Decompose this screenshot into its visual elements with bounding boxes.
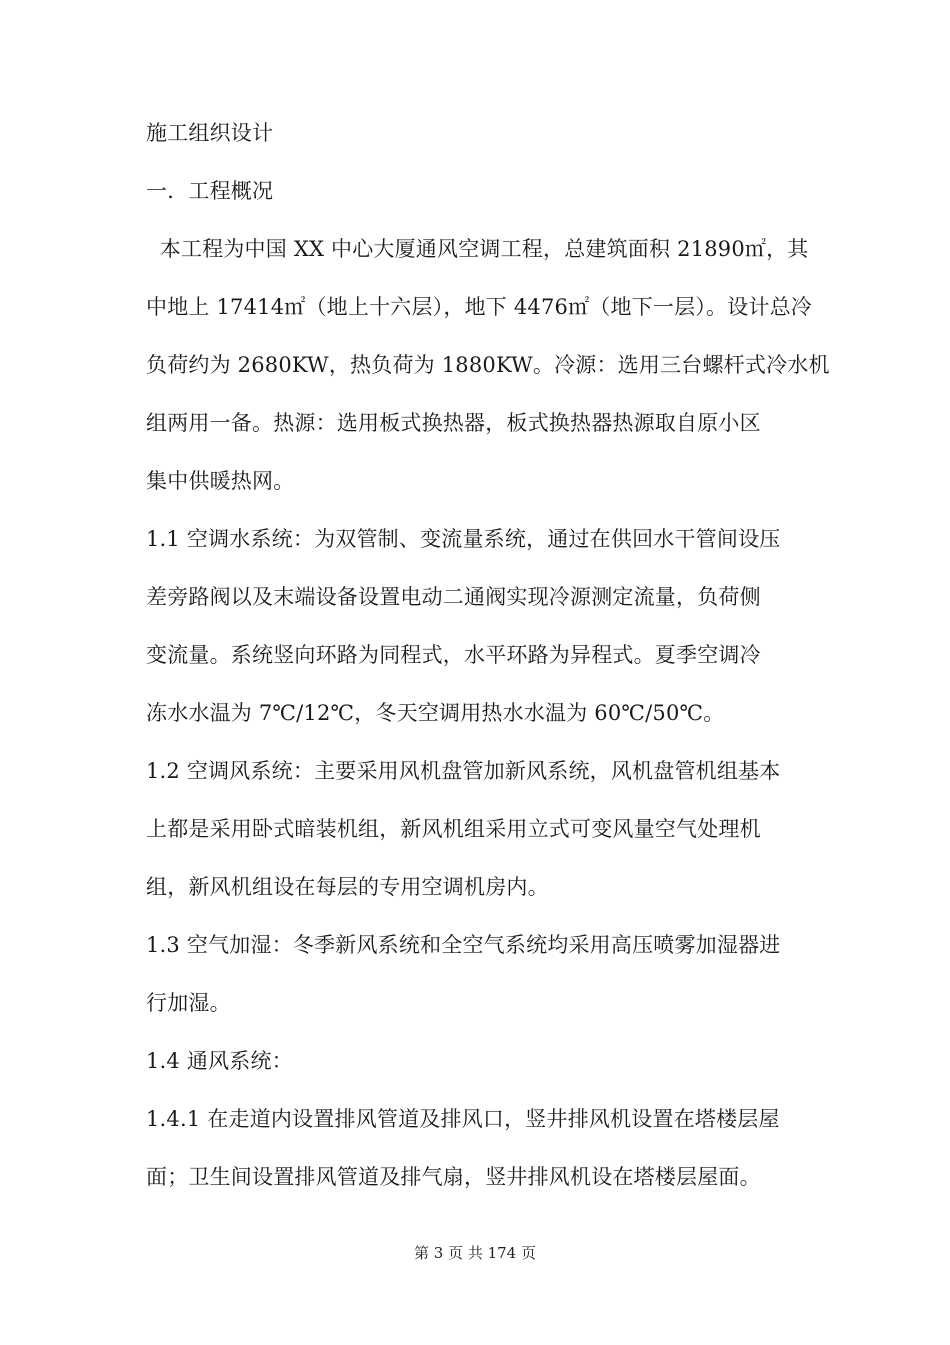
section-heading: 一．工程概况 — [146, 179, 274, 203]
text-line: 面；卫生间设置排风管道及排气扇，竖井排风机设在塔楼层屋面。 — [146, 1165, 761, 1189]
text-line: 1.4.1 在走道内设置排风管道及排风口，竖井排风机设置在塔楼层屋 — [146, 1107, 780, 1131]
text-line: 1.2 空调风系统：主要采用风机盘管加新风系统，风机盘管机组基本 — [146, 759, 781, 783]
text-line: 变流量。系统竖向环路为同程式，水平环路为异程式。夏季空调冷 — [146, 643, 761, 667]
text-line: 冻水水温为 7℃/12℃，冬天空调用热水水温为 60℃/50℃。 — [146, 701, 725, 725]
page-number-footer: 第 3 页 共 174 页 — [413, 1244, 536, 1262]
text-line: 差旁路阀以及末端设备设置电动二通阀实现冷源测定流量，负荷侧 — [146, 585, 761, 609]
document-title: 施工组织设计 — [146, 121, 274, 145]
text-line: 1.3 空气加湿：冬季新风系统和全空气系统均采用高压喷雾加湿器进 — [146, 933, 781, 957]
text-line: 上都是采用卧式暗装机组，新风机组采用立式可变风量空气处理机 — [146, 817, 761, 841]
text-line: 负荷约为 2680KW，热负荷为 1880KW。冷源：选用三台螺杆式冷水机 — [146, 353, 830, 377]
text-line: 行加湿。 — [146, 991, 231, 1015]
text-line: 集中供暖热网。 — [146, 469, 295, 493]
text-line: 中地上 17414㎡（地上十六层），地下 4476㎡（地下一层）。设计总冷 — [146, 295, 812, 319]
document-body — [146, 104, 830, 1206]
text-line: 组两用一备。热源：选用板式换热器，板式换热器热源取自原小区 — [146, 411, 761, 435]
text-line: 1.1 空调水系统：为双管制、变流量系统，通过在供回水干管间设压 — [146, 527, 781, 551]
text-line: 本工程为中国 XX 中心大厦通风空调工程，总建筑面积 21890㎡，其 — [146, 237, 809, 261]
text-line: 1.4 通风系统： — [146, 1049, 293, 1073]
text-line: 组，新风机组设在每层的专用空调机房内。 — [146, 875, 549, 899]
